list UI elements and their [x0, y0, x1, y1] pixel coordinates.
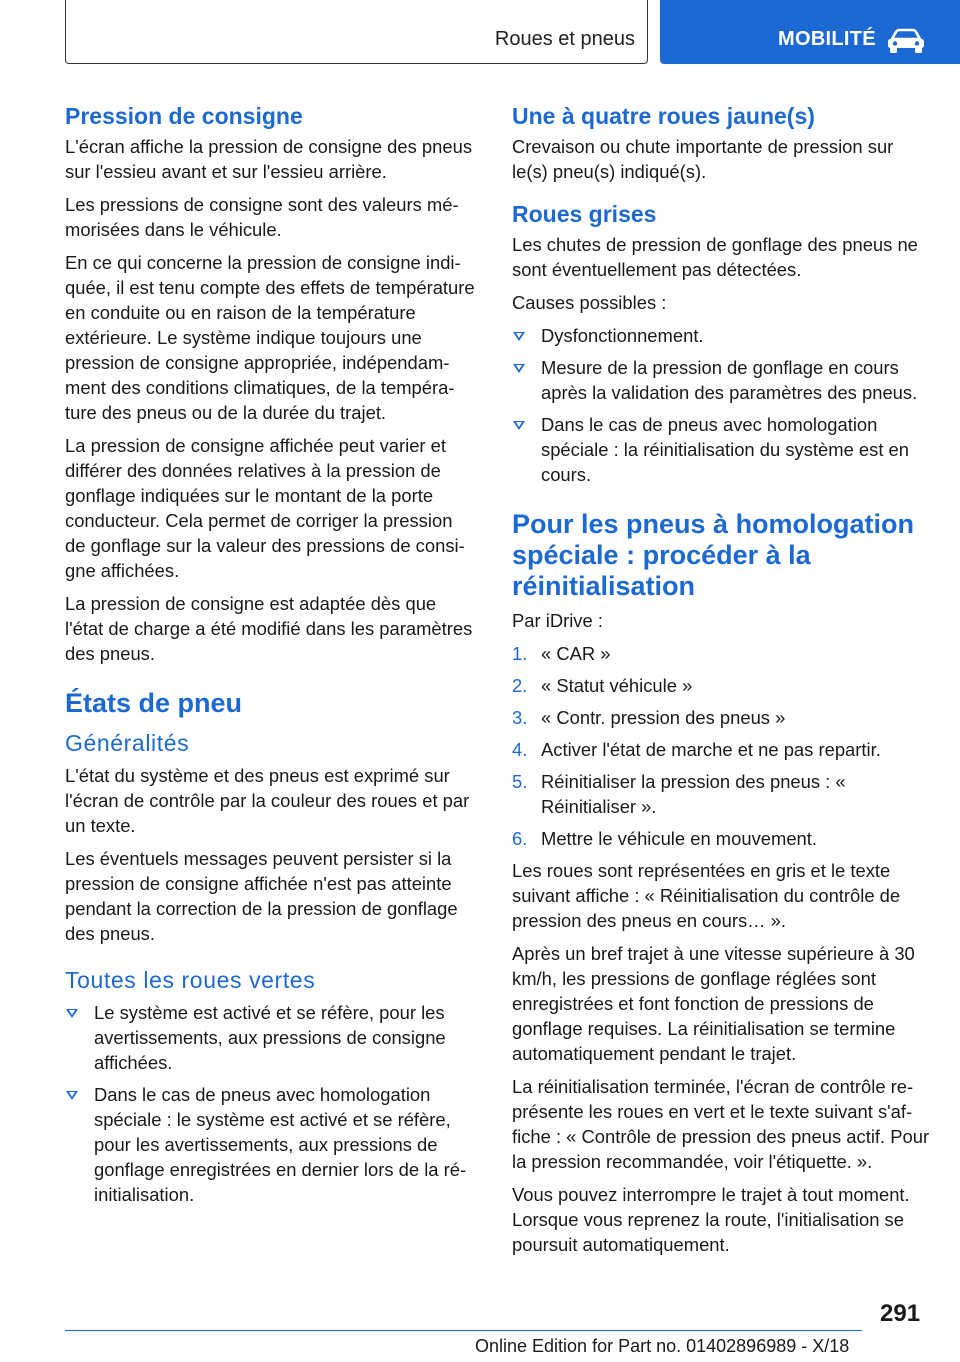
chapter-tab [660, 0, 960, 64]
paragraph: Les pressions de consigne sont des valeurs mémorisées dans le véhicule. [65, 194, 459, 240]
heading-reinitialisation: Pour les pneus à homologation spéciale : procéder à la réinitialisation [512, 509, 915, 601]
heading-roues-vertes: Toutes les roues vertes [65, 967, 316, 993]
paragraph: Par iDrive : [512, 610, 603, 631]
paragraph: L'état du système et des pneus est exprimé sur l'écran de contrôle par la couleur des roues et par un texte. [65, 765, 470, 836]
heading-generalites: Généralités [65, 730, 190, 756]
page-header [0, 0, 960, 66]
footer-divider [65, 1330, 862, 1331]
list-causes [512, 323, 932, 487]
section-tab [65, 0, 648, 64]
heading-pression-consigne: Pression de consigne [65, 103, 303, 129]
step-item: 2. « Statut véhicule » [512, 675, 693, 696]
list-item: Le système est activé et se réfère, pour les avertissements, aux pressions de consigne affichées. [65, 1000, 477, 1075]
car-icon [886, 28, 926, 54]
list-item: Dans le cas de pneus avec homologation spéciale : la réinitialisation du système est en cours. [512, 412, 932, 487]
triangle-bullet-icon [513, 332, 525, 341]
list-item: Dans le cas de pneus avec homologation spéciale : le système est activé et se réfère, pour les avertissements, aux pressions de gonflage enregistrées en dernier lors de la réinitialisation. [65, 1082, 477, 1207]
paragraph: La pression de consigne est adaptée dès que l'état de charge a été modifié dans les paramètres des pneus. [65, 593, 473, 664]
paragraph: La pression de consigne affichée peut varier et différer des données relatives à la pression de gonflage indiquées sur le montant de la porte conducteur. Cela permet de corriger la pression de gonflage sur la valeur des pressions de consigne affichées. [65, 435, 465, 581]
paragraph: Crevaison ou chute importante de pression sur le(s) pneu(s) indiqué(s). [512, 136, 894, 182]
heading-roues-grises: Roues grises [512, 201, 657, 227]
paragraph: Causes possibles : [512, 292, 667, 313]
paragraph: Les roues sont représentées en gris et le texte suivant affiche : « Réinitialisation du contrôle de pression des pneus en cours… ». [512, 860, 901, 931]
triangle-bullet-icon [513, 421, 525, 430]
triangle-bullet-icon [66, 1009, 78, 1018]
paragraph: Après un bref trajet à une vitesse supérieure à 30 km/h, les pressions de gonflage réglées sont enregistrées et font fonction de pressions de gonflage requises. La réinitialisation se termine automatiquement pendant le trajet. [512, 943, 915, 1064]
section-title: Roues et pneus [494, 28, 635, 50]
page-number: 291 [880, 1300, 921, 1327]
triangle-bullet-icon [513, 364, 525, 373]
heading-roues-jaunes: Une à quatre roues jaune(s) [512, 103, 815, 129]
heading-etats-pneu: États de pneu [65, 688, 243, 718]
step-item: 4. Activer l'état de marche et ne pas repartir. [512, 739, 881, 760]
step-item: 6. Mettre le véhicule en mouvement. [512, 828, 817, 849]
left-column [65, 100, 477, 1215]
paragraph: La réinitialisation terminée, l'écran de contrôle représente les roues en vert et le texte suivant s'affiche : « Contrôle de pression des pneus actif. Pour la pression recommandée, voir l'étiquette. ». [512, 1076, 930, 1172]
triangle-bullet-icon [66, 1091, 78, 1100]
chapter-title: MOBILITÉ [778, 28, 876, 50]
paragraph: Vous pouvez interrompre le trajet à tout moment. Lorsque vous reprenez la route, l'initialisation se poursuit automatiquement. [512, 1184, 910, 1255]
right-column [512, 100, 932, 1265]
paragraph: Les éventuels messages peuvent persister si la pression de consigne affichée n'est pas atteinte pendant la correction de la pression de gonflage des pneus. [65, 848, 458, 944]
step-item: 3. « Contr. pression des pneus » [512, 707, 786, 728]
paragraph: En ce qui concerne la pression de consigne indiquée, il est tenu compte des effets de température en conduite ou en raison de la température extérieure. Le système indique toujours une pression de consigne appropriée, indépendamment des conditions climatiques, de la température des pneus ou de la durée du trajet. [65, 252, 475, 423]
list-item: Mesure de la pression de gonflage en cours après la validation des paramètres des pneus. [512, 355, 932, 405]
footer-edition: Online Edition for Part no. 01402896989 - X/18 [475, 1336, 850, 1356]
list-item: Dysfonctionnement. [512, 323, 932, 348]
paragraph: Les chutes de pression de gonflage des pneus ne sont éventuellement pas détectées. [512, 234, 918, 280]
step-item: 1. « CAR » [512, 643, 611, 664]
steps-list [512, 641, 932, 851]
step-item: 5. Réinitialiser la pression des pneus : « Réinitialiser ». [512, 771, 846, 817]
paragraph: L'écran affiche la pression de consigne des pneus sur l'essieu avant et sur l'essieu arrière. [65, 136, 473, 182]
list-roues-vertes [65, 1000, 477, 1207]
